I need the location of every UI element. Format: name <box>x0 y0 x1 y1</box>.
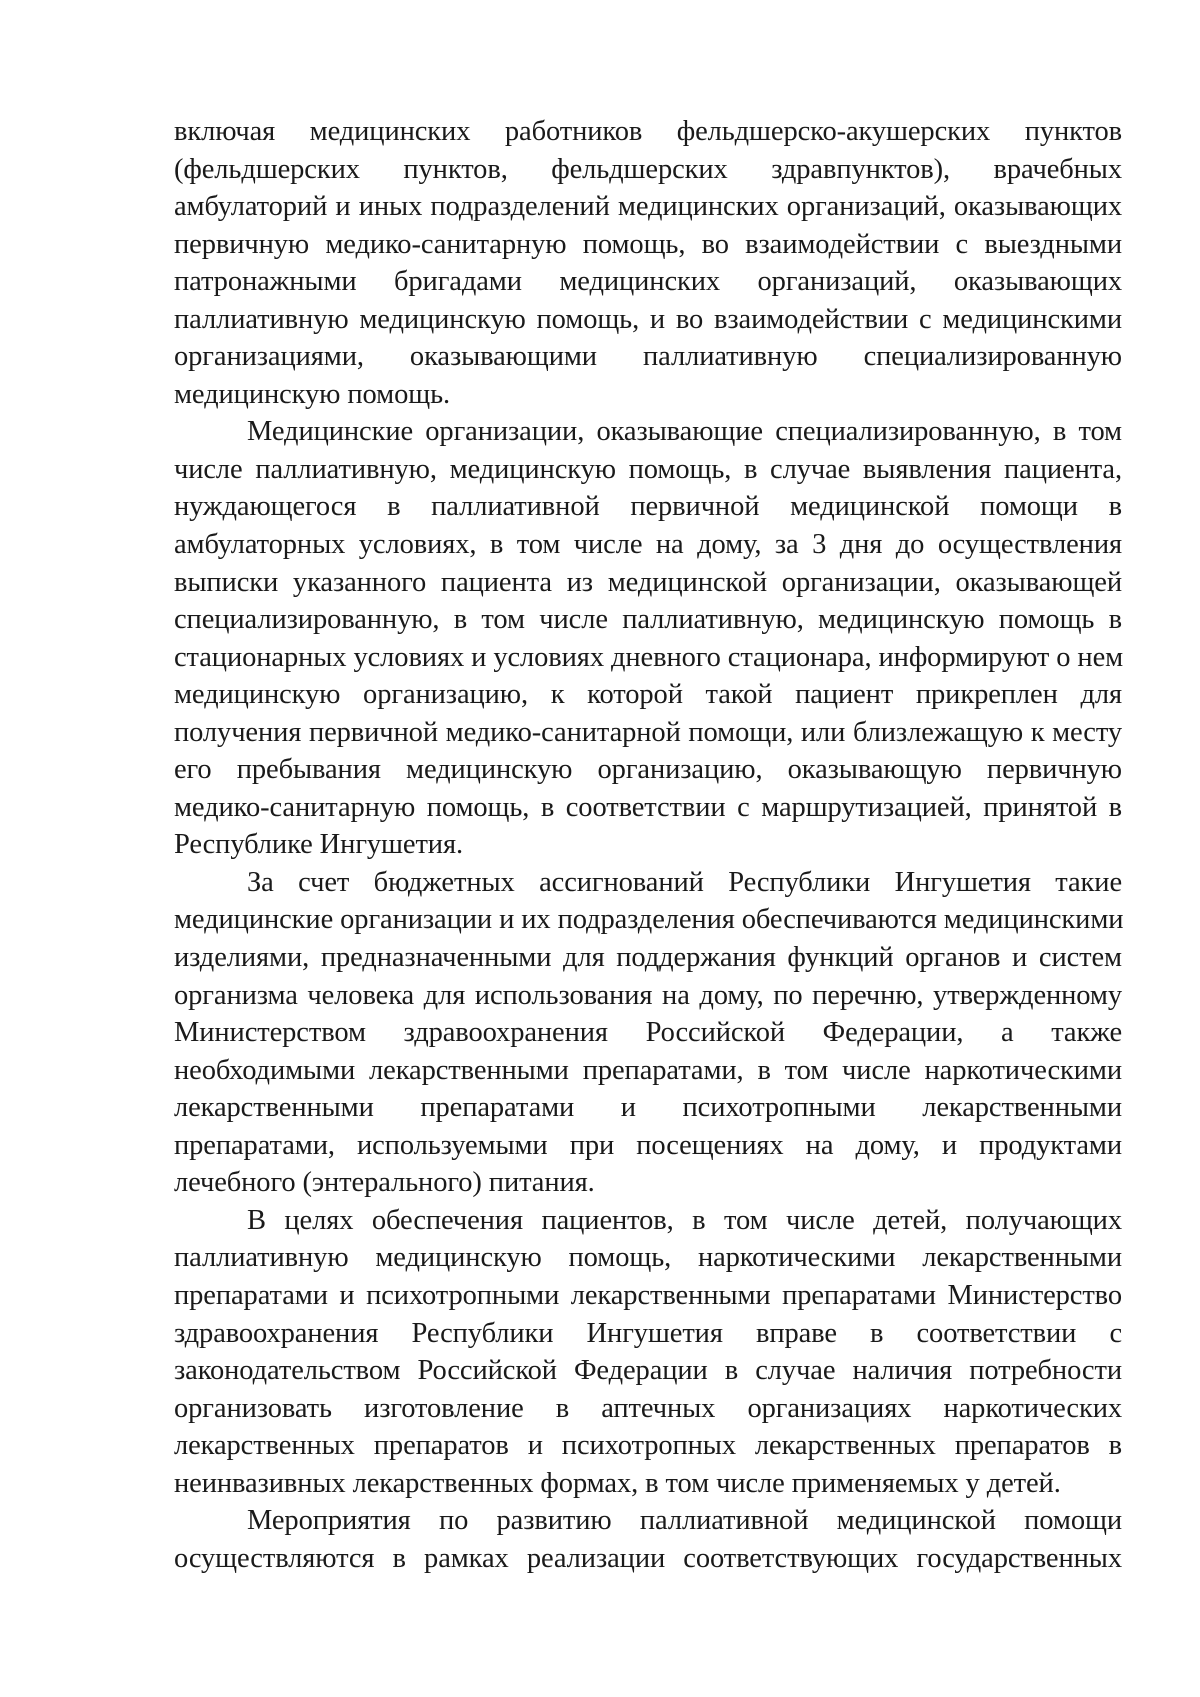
text-line: амбулаторий и иных подразделений медицинских организаций, оказывающих <box>174 191 1122 223</box>
text-line: неинвазивных лекарственных формах, в том числе применяемых у детей. <box>174 1467 1061 1499</box>
text-line: (фельдшерских пунктов, фельдшерских здравпунктов), врачебных <box>174 153 1122 185</box>
text-line: законодательством Российской Федерации в случае наличия потребности <box>174 1355 1122 1387</box>
text-line: За счет бюджетных ассигнований Республики Ингушетия такие <box>247 866 1122 898</box>
text-line: его пребывания медицинскую организацию, оказывающую первичную <box>174 754 1122 786</box>
text-line: лечебного (энтерального) питания. <box>174 1167 595 1199</box>
paragraph <box>174 864 1122 1202</box>
document-page <box>174 113 1122 1577</box>
text-line: включая медицинских работников фельдшерско-акушерских пунктов <box>174 116 1122 147</box>
text-line: первичную медико-санитарную помощь, во взаимодействии с выездными <box>174 228 1122 260</box>
text-line: Министерством здравоохранения Российской Федерации, а также <box>174 1017 1122 1049</box>
text-line: организациями, оказывающими паллиативную специализированную <box>174 341 1122 373</box>
text-line: лекарственными препаратами и психотропными лекарственными <box>174 1092 1122 1124</box>
text-line: изделиями, предназначенными для поддержания функций органов и систем <box>174 942 1122 974</box>
text-line: Республике Ингушетия. <box>174 829 463 861</box>
text-line: лекарственных препаратов и психотропных лекарственных препаратов в <box>174 1430 1122 1462</box>
text-line: амбулаторных условиях, в том числе на дому, за 3 дня до осуществления <box>174 529 1122 561</box>
text-line: необходимыми лекарственными препаратами, в том числе наркотическими <box>174 1054 1122 1086</box>
text-line: медицинскую организацию, к которой такой пациент прикреплен для <box>174 679 1122 711</box>
text-line: паллиативную медицинскую помощь, и во взаимодействии с медицинскими <box>174 303 1122 335</box>
paragraph <box>174 1502 1122 1577</box>
paragraph <box>174 413 1122 864</box>
paragraph <box>174 113 1122 413</box>
text-line: получения первичной медико-санитарной помощи, или близлежащую к месту <box>174 716 1122 748</box>
text-line: медицинские организации и их подразделения обеспечиваются медицинскими <box>174 904 1124 936</box>
paragraph <box>174 1202 1122 1502</box>
text-line: выписки указанного пациента из медицинской организации, оказывающей <box>174 566 1122 598</box>
text-line: Мероприятия по развитию паллиативной медицинской помощи <box>247 1505 1122 1537</box>
text-line: организма человека для использования на дому, по перечню, утвержденному <box>174 979 1122 1011</box>
text-line: числе паллиативную, медицинскую помощь, в случае выявления пациента, <box>174 453 1122 485</box>
text-line: медицинскую помощь. <box>174 378 450 410</box>
text-line: осуществляются в рамках реализации соответствующих государственных <box>174 1542 1122 1574</box>
text-line: организовать изготовление в аптечных организациях наркотических <box>174 1392 1122 1424</box>
text-line: медико-санитарную помощь, в соответствии с маршрутизацией, принятой в <box>174 791 1122 823</box>
text-line: здравоохранения Республики Ингушетия вправе в соответствии с <box>174 1317 1122 1349</box>
text-line: В целях обеспечения пациентов, в том числе детей, получающих <box>247 1204 1122 1236</box>
text-line: стационарных условиях и условиях дневного стационара, информируют о нем <box>174 641 1124 673</box>
text-line: препаратами и психотропными лекарственными препаратами Министерство <box>174 1279 1122 1311</box>
text-line: препаратами, используемыми при посещениях на дому, и продуктами <box>174 1129 1122 1161</box>
text-line: нуждающегося в паллиативной первичной медицинской помощи в <box>174 491 1122 523</box>
text-line: патронажными бригадами медицинских организаций, оказывающих <box>174 266 1122 298</box>
text-line: специализированную, в том числе паллиативную, медицинскую помощь в <box>174 604 1122 636</box>
text-line: паллиативную медицинскую помощь, наркотическими лекарственными <box>174 1242 1122 1274</box>
text-line: Медицинские организации, оказывающие специализированную, в том <box>247 416 1122 448</box>
